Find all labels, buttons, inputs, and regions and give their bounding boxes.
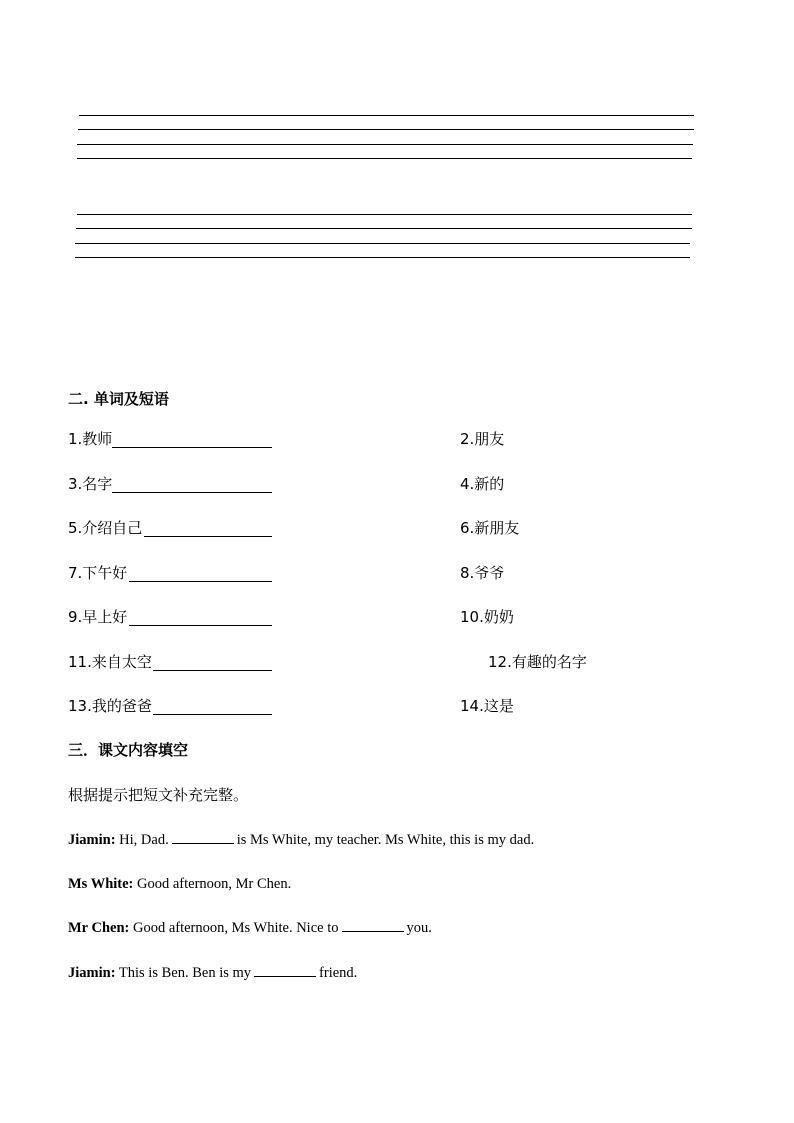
vocab-item (460, 474, 504, 494)
dialogue-text: Hi, Dad. (119, 832, 169, 848)
vocab-item (460, 563, 504, 583)
dialogue-text: This is Ben. Ben is my (118, 965, 252, 981)
speaker-name: Jiamin: (68, 965, 116, 981)
vocab-item (68, 429, 112, 449)
answer-blank[interactable] (153, 670, 272, 671)
vocab-label: 3.名字 (68, 475, 113, 493)
vocab-label: 14.这是 (460, 697, 514, 715)
vocab-label: 6.新朋友 (460, 519, 520, 537)
writing-line (77, 214, 692, 215)
vocab-item (68, 607, 127, 627)
speaker-name: Jiamin: (68, 832, 116, 848)
vocab-label: 11.来自太空 (68, 653, 152, 671)
dialogue-text: is Ms White, my teacher. Ms White, this is my dad. (236, 832, 535, 848)
vocab-item (68, 652, 152, 672)
writing-line (79, 115, 694, 116)
dialogue-text: Good afternoon, Ms White. Nice to (132, 920, 339, 936)
vocab-label: 1.教师 (68, 430, 113, 448)
vocab-item (488, 652, 587, 672)
writing-line (76, 228, 692, 229)
vocab-label: 2.朋友 (460, 430, 505, 448)
answer-blank[interactable] (144, 536, 272, 537)
writing-line (75, 243, 690, 244)
dialogue-text: friend. (319, 965, 358, 981)
vocab-item (68, 563, 127, 583)
vocab-item (460, 518, 519, 538)
section-3-instruction: 根据提示把短文补充完整。 (68, 786, 249, 804)
dialogue-text: Good afternoon, Mr Chen. (137, 876, 292, 892)
answer-blank[interactable] (254, 964, 316, 977)
vocab-label: 9.早上好 (68, 608, 128, 626)
vocab-label: 8.爷爷 (460, 564, 505, 582)
vocab-item (68, 474, 112, 494)
dialogue-line (68, 963, 357, 983)
section-3-title: 三．课文内容填空 (68, 741, 189, 759)
vocab-item (68, 518, 142, 538)
writing-line (78, 129, 694, 130)
dialogue-line (68, 830, 534, 850)
speaker-name: Ms White: (68, 876, 134, 892)
speaker-name: Mr Chen: (68, 920, 130, 936)
section-2-title: 二. 单词及短语 (68, 390, 169, 408)
vocab-label: 5.介绍自己 (68, 519, 143, 537)
vocab-item (460, 607, 514, 627)
answer-blank[interactable] (129, 581, 272, 582)
answer-blank[interactable] (129, 625, 272, 626)
vocab-label: 4.新的 (460, 475, 505, 493)
vocab-label: 13.我的爸爸 (68, 697, 152, 715)
dialogue-line (68, 918, 432, 938)
answer-blank[interactable] (172, 831, 234, 844)
vocab-item (68, 696, 152, 716)
writing-line (77, 158, 692, 159)
writing-line (77, 144, 693, 145)
vocab-label: 10.奶奶 (460, 608, 514, 626)
writing-line (75, 257, 690, 258)
vocab-item (460, 429, 504, 449)
dialogue-text: you. (406, 920, 432, 936)
vocab-label: 7.下午好 (68, 564, 128, 582)
answer-blank[interactable] (112, 447, 272, 448)
dialogue-line (68, 874, 291, 894)
vocab-label: 12.有趣的名字 (488, 653, 587, 671)
answer-blank[interactable] (153, 714, 272, 715)
answer-blank[interactable] (112, 492, 272, 493)
answer-blank[interactable] (342, 919, 404, 932)
vocab-item (460, 696, 514, 716)
